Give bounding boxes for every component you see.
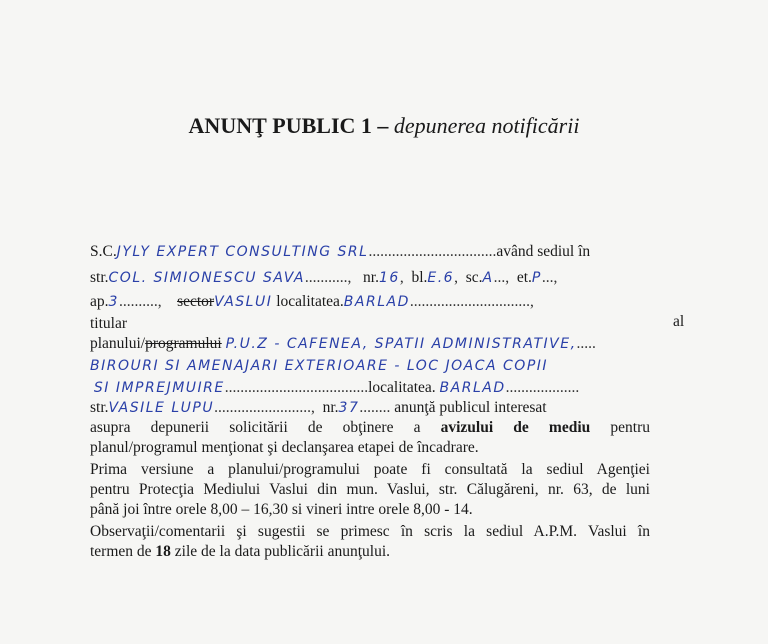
line-plan-3: SI IMPREJMUIRE.....................................localitatea. BARLAD...................: [93, 379, 580, 396]
sector-value: VASLUI: [214, 294, 273, 310]
p1-line2: planul/programul menţionat şi declanşarea etapei de încadrare.: [90, 439, 479, 456]
str2-label: str.: [90, 399, 109, 416]
programului-label: programului: [145, 335, 222, 352]
title-italic: depunerea notificării: [393, 113, 580, 138]
al-text: [673, 312, 684, 332]
et-label: et.: [516, 269, 532, 286]
line-ap: ap.3.........., sectorVASLUI localitatea.BARLAD...............................,: [90, 293, 534, 310]
line-titular: [90, 314, 127, 334]
p3-a: termen de: [90, 543, 152, 560]
sector-label: sector: [177, 293, 215, 310]
sc2-value: A: [482, 270, 494, 286]
p3-b: 18: [155, 543, 171, 560]
line-address: str.COL. SIMIONESCU SAVA..........., nr.16, bl.E.6, sc.A..., et.P...,: [90, 269, 558, 286]
titular-label: titular: [90, 315, 128, 332]
line-str2: str.VASILE LUPU........................., nr.37........ anunţă publicul interesat: [90, 399, 547, 416]
plan-value-2: BIROURI SI AMENAJARI EXTERIOARE - LOC JOACA COPII: [90, 358, 549, 374]
et-value: P: [531, 270, 542, 286]
plan-value-3: SI IMPREJMUIRE: [93, 380, 225, 396]
p1-c: pentru: [610, 419, 651, 436]
str-value: COL. SIMIONESCU SAVA: [108, 270, 305, 286]
localitatea-value: BARLAD: [343, 294, 410, 310]
p3-c: zile de la data publicării anunţului.: [174, 543, 390, 560]
str-label: str.: [90, 269, 109, 286]
p1-a: asupra depunerii solicitării de obţinere a: [90, 419, 421, 436]
nr2-value: 37: [338, 400, 360, 416]
str2-value: VASILE LUPU: [108, 400, 215, 416]
ap-label: ap.: [90, 293, 109, 310]
nr-value: 16: [378, 270, 400, 286]
localitatea2-value: BARLAD: [439, 380, 506, 396]
bl-label: bl.: [411, 269, 428, 286]
sediu-label: având sediul în: [496, 243, 591, 260]
sc-label: S.C.: [90, 243, 117, 260]
title-dash: –: [371, 113, 394, 138]
localitatea2-label: localitatea: [368, 379, 432, 396]
line-plan-1: planului/programului P.U.Z - CAFENEA, SPATII ADMINISTRATIVE,.....: [90, 335, 596, 352]
page-title: [0, 112, 768, 140]
ap-value: 3: [108, 294, 119, 310]
bl-value: E.6: [427, 270, 455, 286]
localitatea-label: localitatea: [276, 293, 340, 310]
plan-value-1: P.U.Z - CAFENEA, SPATII ADMINISTRATIVE,: [225, 336, 577, 352]
al-label: al: [673, 313, 685, 330]
planului-label: planului/: [90, 335, 146, 352]
p2-line1: Prima versiune a planului/programului poate fi consultată la sediul Agenţiei: [90, 461, 650, 478]
p1-b: avizului de mediu: [440, 419, 591, 436]
p3-line1: Observaţii/comentarii şi sugestii se primesc în scris la sediul A.P.M. Vaslui în: [90, 523, 650, 540]
line-sc: S.C.JYLY EXPERT CONSULTING SRL.................................având sediul în: [90, 243, 591, 260]
anunta-text: anunţă publicul interesat: [394, 399, 547, 416]
nr2-label: nr.: [322, 399, 339, 416]
nr-label: nr.: [363, 269, 379, 286]
line-plan-2: [90, 356, 548, 376]
p1-line1: [90, 418, 650, 438]
title-bold: ANUNŢ PUBLIC 1: [188, 113, 372, 138]
sc2-label: sc.: [465, 269, 483, 286]
p2-line3: până joi între orele 8,00 – 16,30 si vineri intre orele 8,00 - 14.: [90, 501, 473, 518]
sc-value: JYLY EXPERT CONSULTING SRL: [116, 244, 369, 260]
p3-line2: [90, 542, 390, 562]
p2-line2: pentru Protecţia Mediului Vaslui din mun. Vaslui, str. Călugăreni, nr. 63, de luni: [90, 481, 650, 498]
